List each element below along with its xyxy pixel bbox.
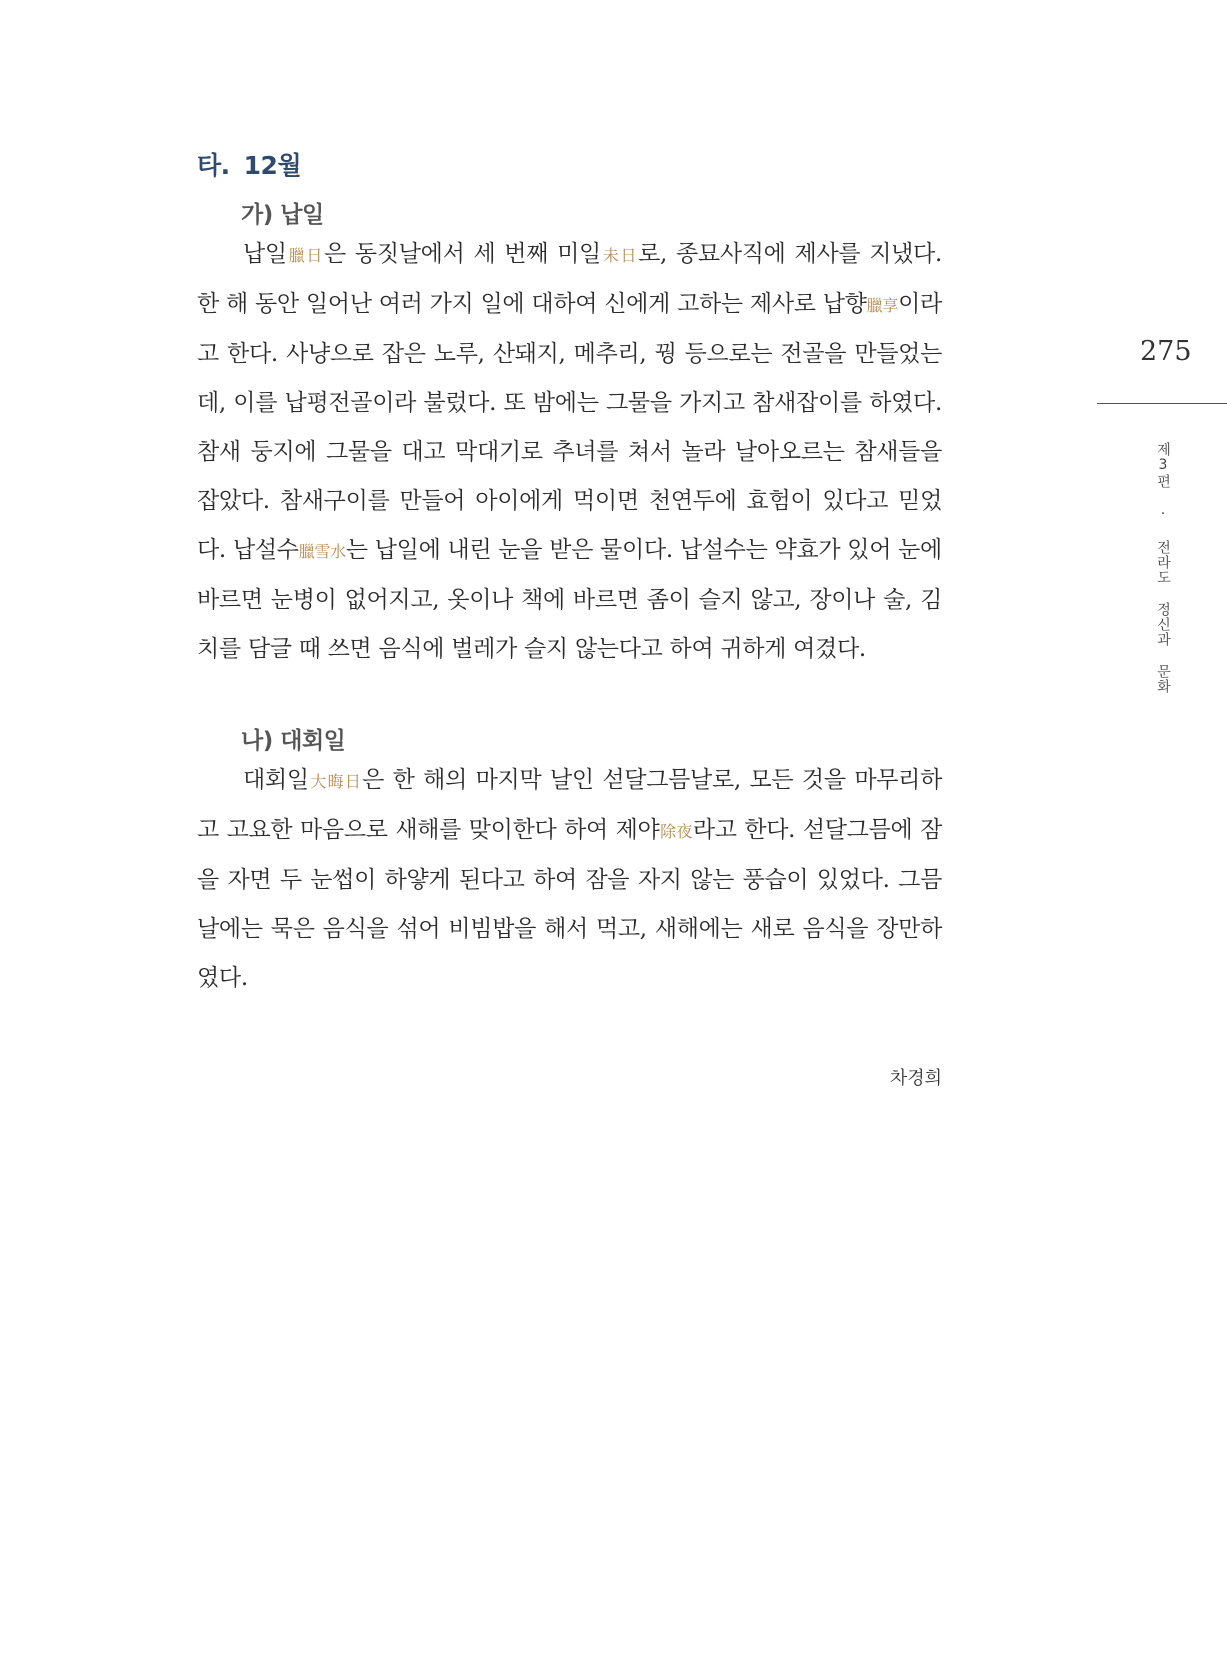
paragraph-text: 라고 한다. 섣달그믐에 잠을 자면 두 눈썹이 하얗게 된다고 하여 잠을 자지 않는 풍습이 있었다. 그믐날에는 묵은 음식을 섞어 비빔밥을 해서 먹고, 새해에는 새로 음식을 장만하였다. bbox=[197, 817, 942, 991]
paragraph-text: 대회일 bbox=[243, 767, 309, 793]
page-number: 275 bbox=[1140, 336, 1192, 367]
hanja-annotation: 除夜 bbox=[659, 822, 693, 841]
subsection-title-daehoeil: 나) 대회일 bbox=[241, 728, 346, 754]
section-heading bbox=[197, 146, 301, 182]
paragraph-text: 이라고 한다. 사냥으로 잡은 노루, 산돼지, 메추리, 꿩 등으로는 전골을 만들었는데, 이를 납평전골이라 불렀다. 또 밤에는 그물을 가지고 참새잡이를 하였다. 참새 둥지에 그물을 대고 막대기로 추녀를 쳐서 놀라 날아오르는 참새들을 잡았다. 참새구이를 만들어 아이에게 먹이면 천연두에 효험이 있다고 믿었다. 납설수 bbox=[197, 291, 942, 563]
section-heading-label: 타. bbox=[197, 151, 230, 180]
paragraph-text: 납일 bbox=[243, 241, 287, 267]
side-rule bbox=[1097, 403, 1227, 404]
paragraph-text: 로, 종묘사직에 제사를 지냈다. 한 해 동안 일어난 여러 가지 일에 대하여 신에게 고하는 제사로 납향 bbox=[197, 241, 942, 317]
paragraph-text: 은 한 해의 마지막 날인 섣달그믐날로, 모든 것을 마무리하고 고요한 마음으로 새해를 맞이한다 하여 제야 bbox=[197, 767, 942, 843]
section-heading-month: 12월 bbox=[243, 151, 302, 180]
hanja-annotation: 臘雪水 bbox=[298, 542, 346, 561]
hanja-annotation: 臘享 bbox=[866, 296, 899, 315]
author-name: 차경희 bbox=[889, 1068, 942, 1089]
part-label: 제3편 · 전라도 정신과 문화 bbox=[1155, 442, 1171, 694]
paragraph-text: 는 납일에 내린 눈을 받은 물이다. 납설수는 약효가 있어 눈에 바르면 눈병이 없어지고, 옷이나 책에 바르면 좀이 슬지 않고, 장이나 술, 김치를 담글 때 쓰면 음식에 벌레가 슬지 않는다고 하여 귀하게 여겼다. bbox=[197, 537, 942, 662]
hanja-annotation: 未日 bbox=[600, 246, 639, 265]
paragraph-text: 은 동짓날에서 세 번째 미일 bbox=[324, 241, 601, 267]
paragraph-daehoeil bbox=[197, 756, 942, 1003]
hanja-annotation: 大晦日 bbox=[308, 772, 363, 791]
paragraph-napil bbox=[197, 230, 942, 674]
hanja-annotation: 臘日 bbox=[286, 246, 325, 265]
subsection-title-napil: 가) 납일 bbox=[241, 202, 324, 228]
